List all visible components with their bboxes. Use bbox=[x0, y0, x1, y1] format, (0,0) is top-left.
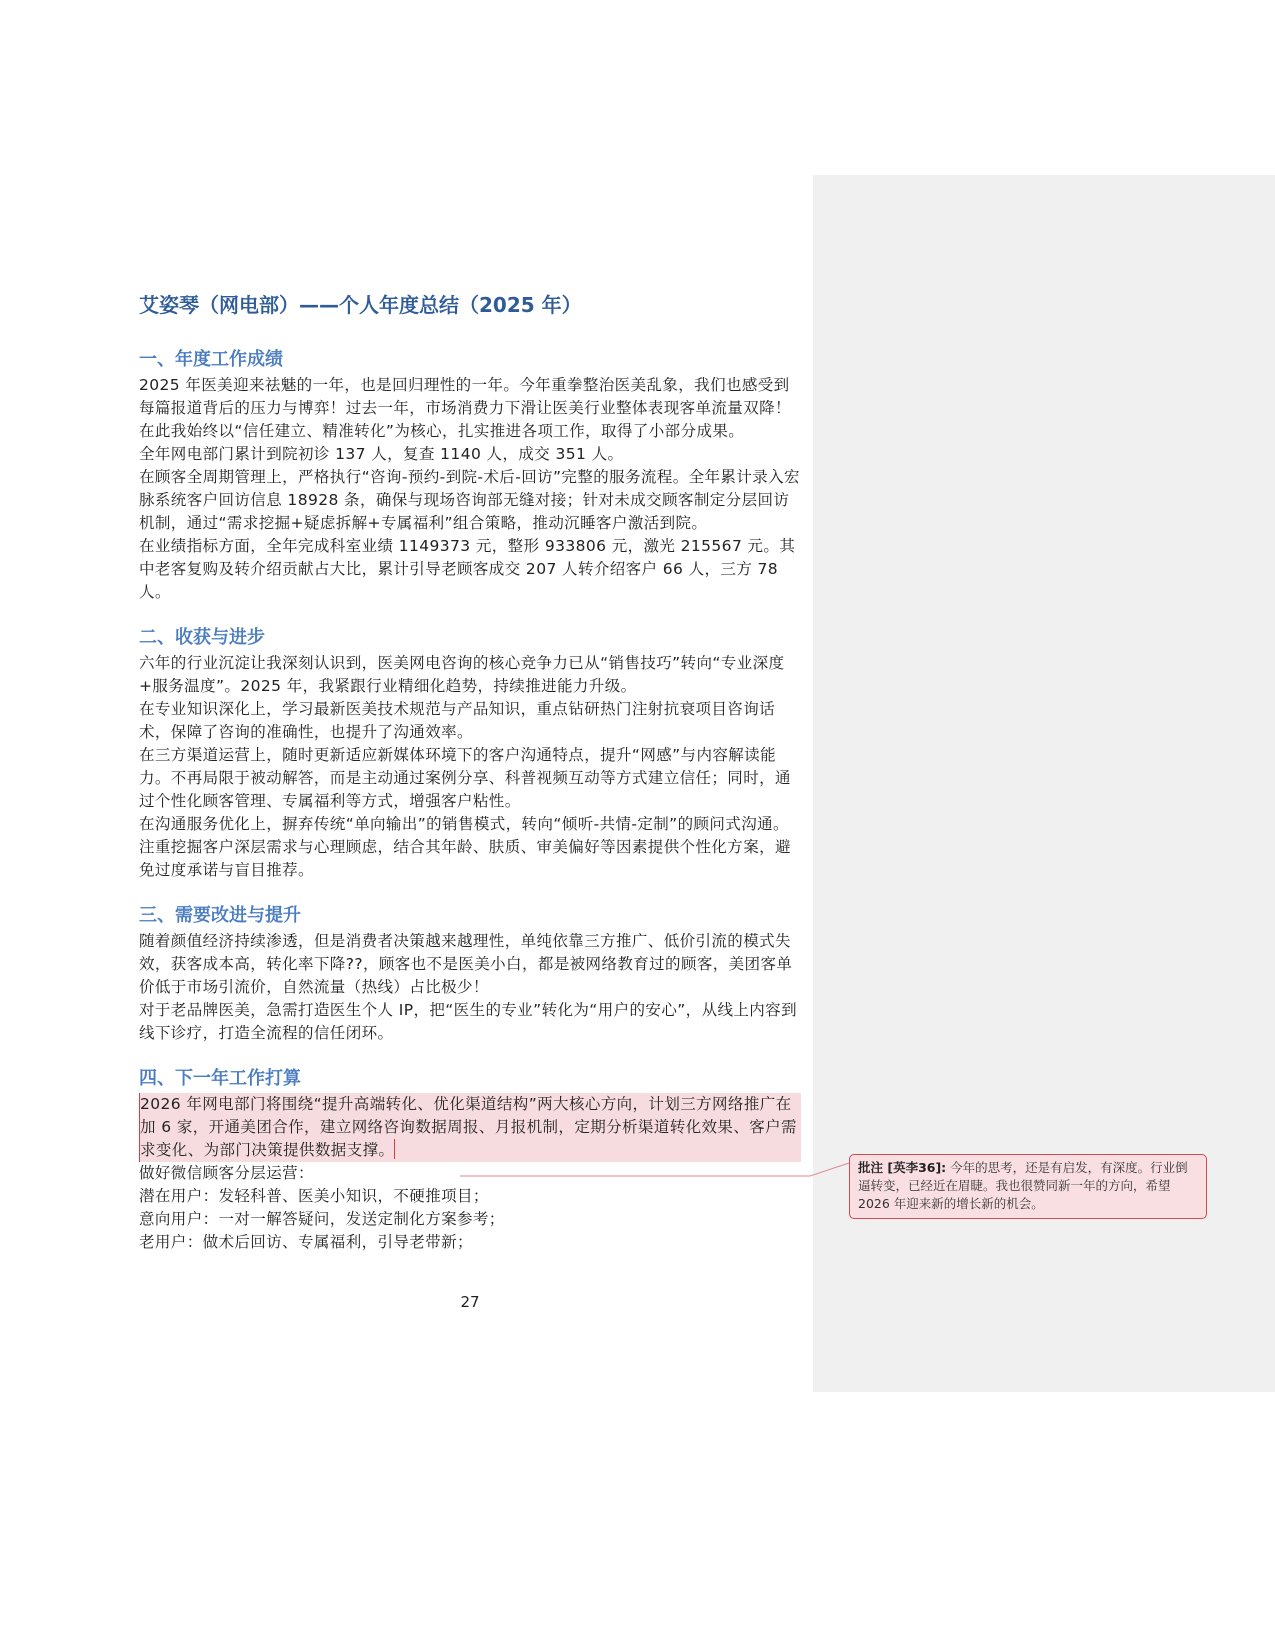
section-heading: 一、年度工作成绩 bbox=[139, 349, 283, 370]
paragraph: 潜在用户：发轻科普、医美小知识，不硬推项目； bbox=[139, 1187, 489, 1205]
page-number: 27 bbox=[460, 1293, 480, 1311]
highlighted-text: 2026 年网电部门将围绕“提升高端转化、优化渠道结构”两大核心方向，计划三方网络推广在加 6 家，开通美团合作，建立网络咨询数据周报、月报机制，定期分析渠道转化效果、客户需求变化、为部门决策提供数据支撑。 bbox=[140, 1095, 797, 1159]
comment-author-label: 批注 [英李36]: bbox=[858, 1160, 947, 1175]
paragraph: 在三方渠道运营上，随时更新适应新媒体环境下的客户沟通特点，提升“网感”与内容解读能力。不再局限于被动解答，而是主动通过案例分享、科普视频互动等方式建立信任；同时，通过个性化顾客管理、专属福利等方式，增强客户粘性。 bbox=[139, 746, 791, 810]
paragraph: 2025 年医美迎来祛魅的一年，也是回归理性的一年。今年重拳整治医美乱象，我们也感受到每篇报道背后的压力与博弈！过去一年，市场消费力下滑让医美行业整体表现客单流量双降！ bbox=[139, 376, 791, 417]
section-heading: 三、需要改进与提升 bbox=[139, 905, 301, 926]
paragraph: 在顾客全周期管理上，严格执行“咨询-预约-到院-术后-回访”完整的服务流程。全年累计录入宏脉系统客户回访信息 18928 条，确保与现场咨询部无缝对接；针对未成交顾客制定分层回访机制，通过“需求挖掘+疑虑拆解+专属福利”组合策略，推动沉睡客户激活到院。 bbox=[139, 468, 800, 532]
paragraph: 六年的行业沉淀让我深刻认识到，医美网电咨询的核心竞争力已从“销售技巧”转向“专业深度+服务温度”。2025 年，我紧跟行业精细化趋势，持续推进能力升级。 bbox=[139, 654, 785, 695]
paragraph: 全年网电部门累计到院初诊 137 人，复查 1140 人，成交 351 人。 bbox=[139, 445, 624, 463]
comment-text: 今年的思考，还是有启发，有深度。行业倒逼转变，已经近在眉睫。我也很赞同新一年的方向，希望 2026 年迎来新的增长新的机会。 bbox=[858, 1160, 1188, 1211]
paragraph: 对于老品牌医美，急需打造医生个人 IP，把“医生的专业”转化为“用户的安心”，从线上内容到线下诊疗，打造全流程的信任闭环。 bbox=[139, 1001, 797, 1042]
section-heading: 二、收获与进步 bbox=[139, 627, 265, 648]
paragraph: 在业绩指标方面，全年完成科室业绩 1149373 元，整形 933806 元，激光 215567 元。其中老客复购及转介绍贡献占大比，累计引导老顾客成交 207 人转介绍客户 66 人，三方 78 人。 bbox=[139, 537, 796, 601]
section-heading: 四、下一年工作打算 bbox=[139, 1068, 301, 1089]
document-title: 艾姿琴（网电部）——个人年度总结（2025 年） bbox=[139, 293, 582, 317]
paragraph: 在沟通服务优化上，摒弃传统“单向输出”的销售模式，转向“倾听-共情-定制”的顾问式沟通。注重挖掘客户深层需求与心理顾虑，结合其年龄、肤质、审美偏好等因素提供个性化方案，避免过度承诺与盲目推荐。 bbox=[139, 815, 791, 879]
paragraph: 随着颜值经济持续渗透，但是消费者决策越来越理性，单纯依靠三方推广、低价引流的模式失效，获客成本高，转化率下降??，顾客也不是医美小白，都是被网络教育过的顾客，美团客单价低于市场引流价，自然流量（热线）占比极少！ bbox=[139, 932, 793, 996]
paragraph: 在专业知识深化上，学习最新医美技术规范与产品知识，重点钻研热门注射抗衰项目咨询话术，保障了咨询的准确性，也提升了沟通效率。 bbox=[139, 700, 776, 741]
paragraph: 做好微信顾客分层运营： bbox=[139, 1164, 314, 1182]
paragraph: 在此我始终以“信任建立、精准转化”为核心，扎实推进各项工作，取得了小部分成果。 bbox=[139, 422, 745, 440]
paragraph: 老用户：做术后回访、专属福利，引导老带新； bbox=[139, 1233, 473, 1251]
paragraph: 意向用户：一对一解答疑问，发送定制化方案参考； bbox=[139, 1210, 505, 1228]
comment-balloon[interactable] bbox=[849, 1154, 1207, 1219]
